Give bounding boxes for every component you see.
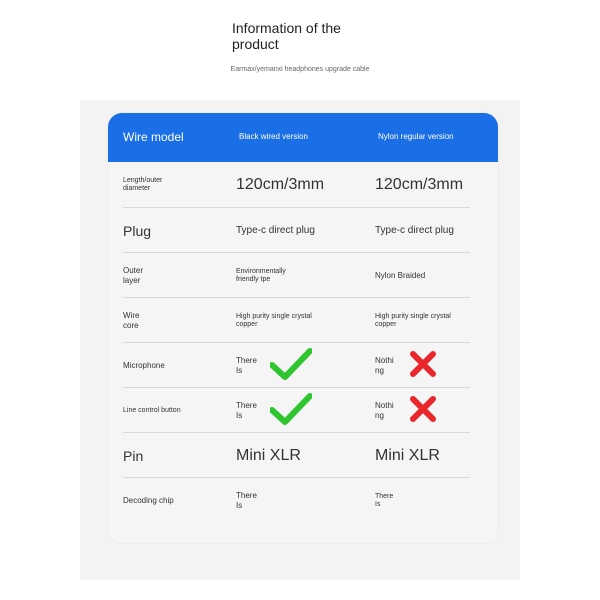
table-row xyxy=(108,433,498,478)
table-row xyxy=(108,388,498,433)
row-value-black: Mini XLR xyxy=(236,446,301,464)
row-value-black: Environmentally friendly tpe xyxy=(236,267,286,283)
row-value-nylon: Nothing xyxy=(375,343,485,388)
spec-table xyxy=(108,113,498,543)
row-value-nylon: High purity single crystal copper xyxy=(375,312,451,328)
row-label: Wire core xyxy=(123,310,140,330)
table-row xyxy=(108,343,498,388)
check-icon xyxy=(270,348,312,383)
table-row xyxy=(108,253,498,298)
row-value-black: Type-c direct plug xyxy=(236,225,315,236)
row-value-black: There Is xyxy=(236,388,371,433)
row-value-nylon: There Is xyxy=(375,492,394,508)
header-black-wired: Black wired version xyxy=(239,132,308,141)
row-value-nylon: Mini XLR xyxy=(375,446,440,464)
table-header xyxy=(108,113,498,162)
row-label: Decoding chip xyxy=(123,495,174,505)
cross-icon xyxy=(409,350,437,381)
row-value-black: High purity single crystal copper xyxy=(236,312,312,328)
table-row xyxy=(108,208,498,253)
row-label: Microphone xyxy=(123,360,165,370)
row-value-black: There Is xyxy=(236,343,371,388)
row-label: Pin xyxy=(123,447,144,464)
row-label: Plug xyxy=(123,222,152,239)
cross-icon xyxy=(409,395,437,426)
page-title: Information of the product xyxy=(232,20,341,52)
table-row xyxy=(108,478,498,523)
row-value-nylon: 120cm/3mm xyxy=(375,176,464,193)
page-subtitle: Earmax/yemanxi headphones upgrade cable xyxy=(230,66,370,73)
row-label: Line control button xyxy=(123,406,181,414)
row-value-black: There Is xyxy=(236,490,257,510)
row-value-nylon: Nothing xyxy=(375,388,485,433)
row-value-nylon: Type-c direct plug xyxy=(375,225,454,236)
row-value-nylon: Nylon Braided xyxy=(375,270,426,280)
table-row xyxy=(108,298,498,343)
table-row xyxy=(108,162,498,208)
row-value-black: 120cm/3mm xyxy=(236,176,325,193)
row-label: Outer layer xyxy=(123,265,144,285)
check-icon xyxy=(270,393,312,428)
row-label: Length/outer diameter xyxy=(123,177,163,192)
header-wire-model: Wire model xyxy=(123,130,184,144)
header-nylon-regular: Nylon regular version xyxy=(378,132,454,141)
